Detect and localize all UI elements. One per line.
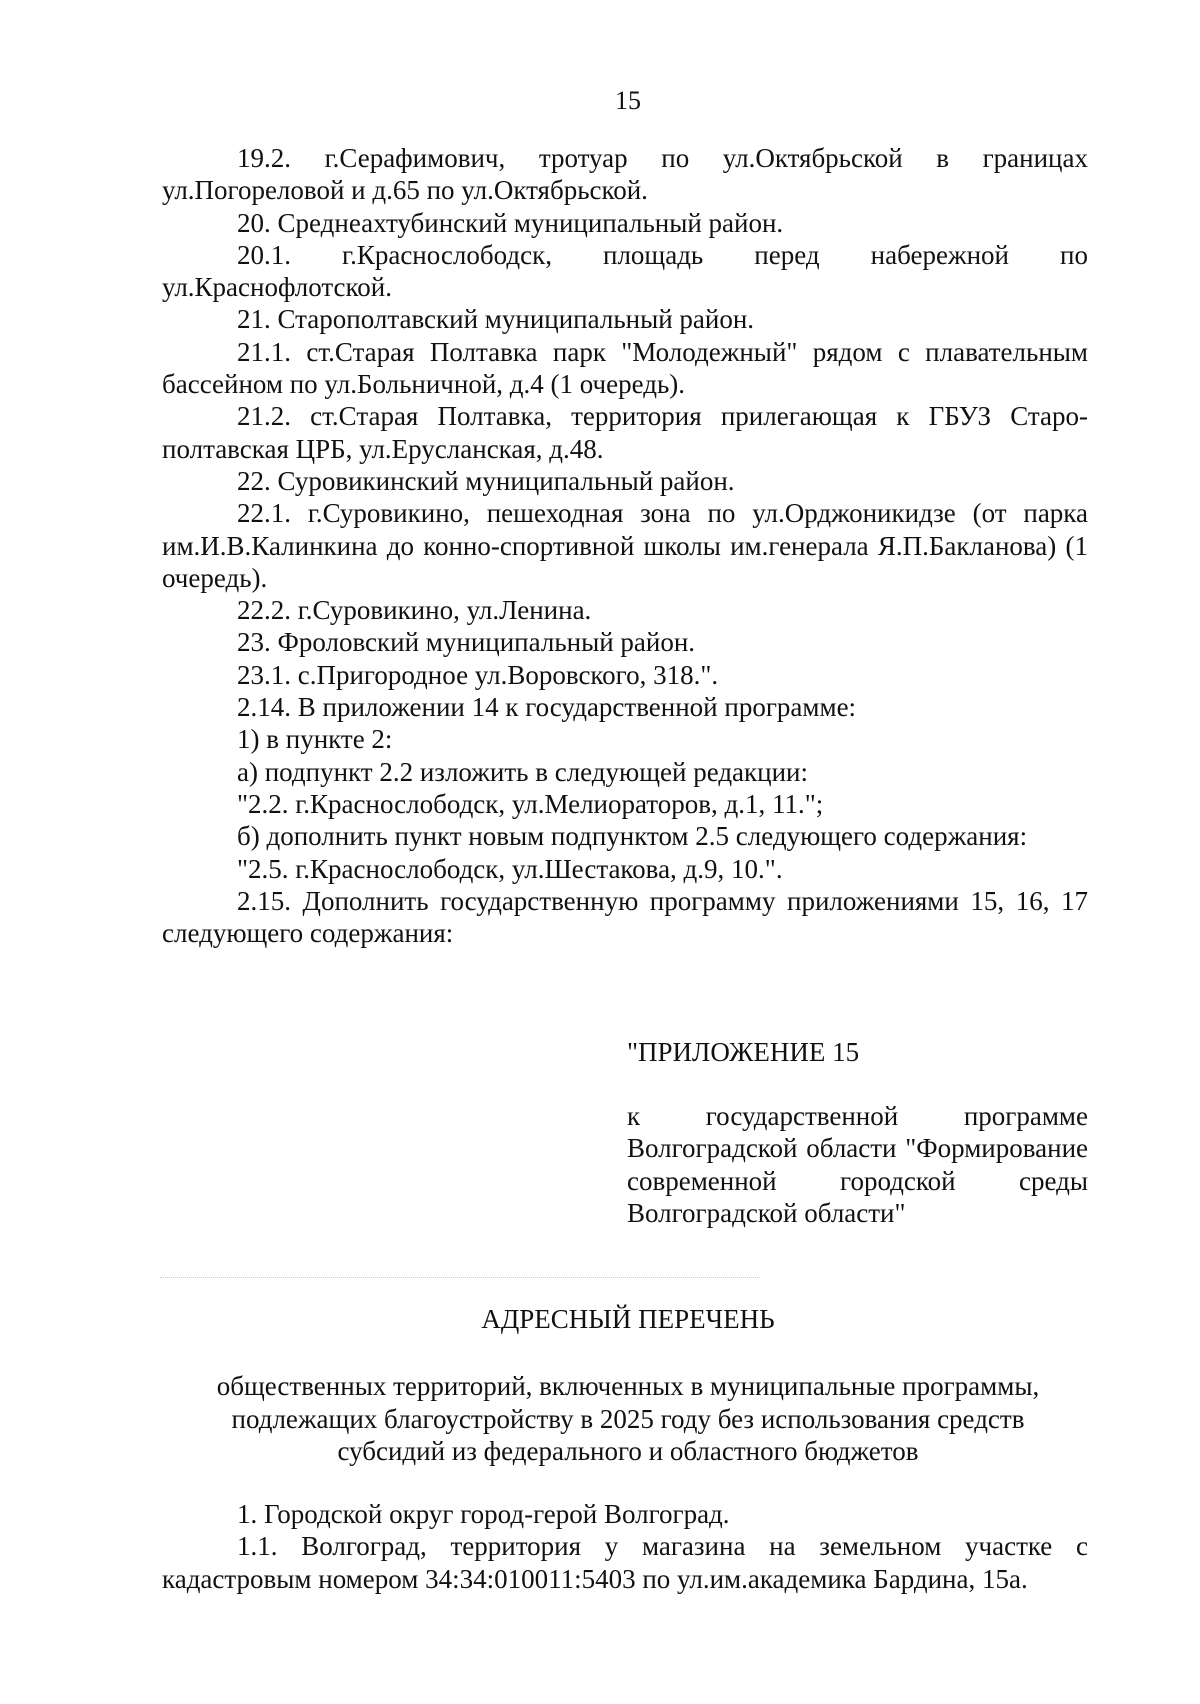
paragraph: 20.1. г.Краснослободск, площадь перед набережной по ул.Краснофлотской. <box>162 239 1088 303</box>
paragraph: "2.5. г.Краснослободск, ул.Шестакова, д.9, 10.". <box>237 853 783 884</box>
paragraph: 21.1. ст.Старая Полтавка парк "Молодежный" рядом с плавательным бассейном по ул.Больничной, д.4 (1 очередь). <box>162 336 1088 400</box>
subtitle-line: субсидий из федерального и областного бюджетов <box>337 1436 919 1466</box>
appendix-reference: к государственной программе Волгоградской области "Формирование современной городской среды Волгоградской области" <box>627 1101 1088 1228</box>
paragraph: 23.1. с.Пригородное ул.Воровского, 318.". <box>237 659 719 690</box>
paragraph: 21. Старополтавский муниципальный район. <box>237 304 755 335</box>
subtitle-line: подлежащих благоустройству в 2025 году без использования средств <box>231 1403 1025 1434</box>
paragraph: 20. Среднеахтубинский муниципальный район. <box>237 207 784 238</box>
paragraph: б) дополнить пункт новым подпунктом 2.5 следующего содержания: <box>237 821 1028 852</box>
paragraph: 19.2. г.Серафимович, тротуар по ул.Октябрьской в границах ул.Погореловой и д.65 по ул.Октябрьской. <box>162 143 1088 206</box>
document-body <box>162 142 1088 949</box>
paragraph: "2.2. г.Краснослободск, ул.Мелиораторов, д.1, 11."; <box>237 788 824 819</box>
paragraph: 1) в пункте 2: <box>237 724 393 755</box>
list-item: 1.1. Волгоград, территория у магазина на земельном участке с кадастровым номером 34:34:010011:5403 по ул.им.академика Бардина, 15а. <box>162 1531 1088 1594</box>
subtitle-line: общественных территорий, включенных в муниципальные программы, <box>216 1371 1040 1401</box>
paragraph: 23. Фроловский муниципальный район. <box>237 627 696 658</box>
paragraph: 22. Суровикинский муниципальный район. <box>237 465 735 496</box>
address-list-title: АДРЕСНЫЙ ПЕРЕЧЕНЬ <box>481 1304 775 1334</box>
paragraph: 22.1. г.Суровикино, пешеходная зона по ул.Орджоникидзе (от парка им.И.В.Калинкина до конно-спортивной школы им.генерала Я.П.Бакланова) (1 очередь). <box>162 498 1088 593</box>
paragraph: 22.2. г.Суровикино, ул.Ленина. <box>237 595 592 626</box>
appendix-title: "ПРИЛОЖЕНИЕ 15 <box>627 1037 860 1067</box>
paragraph: 2.15. Дополнить государственную программу приложениями 15, 16, 17 следующего содержания: <box>162 885 1088 949</box>
paragraph: 21.2. ст.Старая Полтавка, территория прилегающая к ГБУЗ Старо-полтавская ЦРБ, ул.Еруcланская, д.48. <box>162 401 1088 464</box>
list-item: 1. Городской округ город-герой Волгоград. <box>237 1499 730 1529</box>
paragraph: а) подпункт 2.2 изложить в следующей редакции: <box>237 756 809 787</box>
address-list-items <box>162 1498 1088 1595</box>
page-number: 15 <box>615 86 641 115</box>
address-list-subtitle <box>176 1370 1080 1468</box>
paragraph: 2.14. В приложении 14 к государственной программе: <box>237 692 857 723</box>
faint-divider <box>160 1277 760 1278</box>
